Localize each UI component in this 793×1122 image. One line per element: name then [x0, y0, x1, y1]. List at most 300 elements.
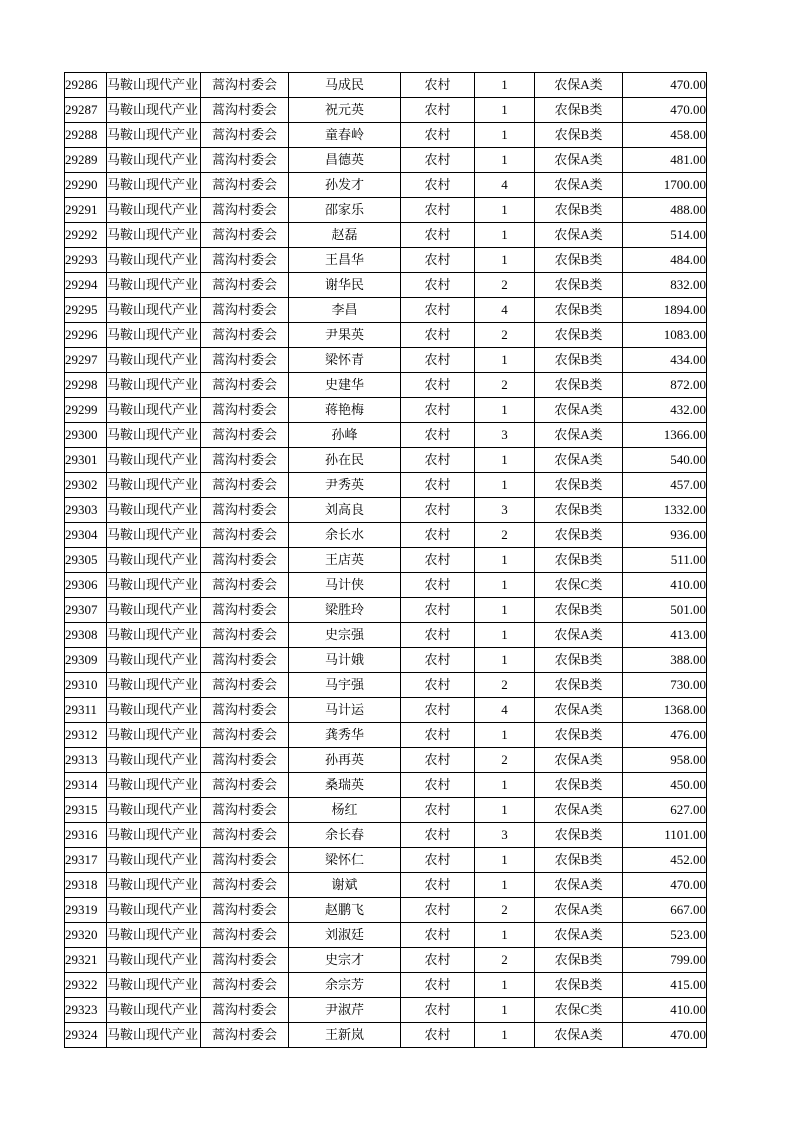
cell-type: 农村: [401, 948, 475, 973]
cell-village: 蒿沟村委会: [201, 1023, 289, 1048]
cell-org: 马鞍山现代产业: [107, 798, 201, 823]
cell-name: 尹果英: [289, 323, 401, 348]
cell-name: 史宗强: [289, 623, 401, 648]
cell-name: 梁胜玲: [289, 598, 401, 623]
cell-id: 29313: [65, 748, 107, 773]
cell-id: 29306: [65, 573, 107, 598]
cell-type: 农村: [401, 373, 475, 398]
cell-village: 蒿沟村委会: [201, 223, 289, 248]
table-row: [65, 523, 707, 548]
cell-id: 29291: [65, 198, 107, 223]
cell-count: 3: [475, 498, 535, 523]
cell-amount: 484.00: [623, 248, 707, 273]
cell-amount: 410.00: [623, 573, 707, 598]
cell-type: 农村: [401, 623, 475, 648]
cell-type: 农村: [401, 73, 475, 98]
cell-org: 马鞍山现代产业: [107, 723, 201, 748]
table-row: [65, 473, 707, 498]
cell-id: 29302: [65, 473, 107, 498]
cell-id: 29312: [65, 723, 107, 748]
cell-count: 2: [475, 373, 535, 398]
cell-org: 马鞍山现代产业: [107, 973, 201, 998]
table-row: [65, 998, 707, 1023]
cell-count: 1: [475, 248, 535, 273]
table-row: [65, 848, 707, 873]
cell-count: 1: [475, 448, 535, 473]
cell-amount: 450.00: [623, 773, 707, 798]
table-row: [65, 273, 707, 298]
cell-name: 桑瑞英: [289, 773, 401, 798]
cell-name: 梁怀仁: [289, 848, 401, 873]
cell-amount: 388.00: [623, 648, 707, 673]
cell-village: 蒿沟村委会: [201, 423, 289, 448]
cell-name: 童春岭: [289, 123, 401, 148]
cell-org: 马鞍山现代产业: [107, 248, 201, 273]
table-row: [65, 348, 707, 373]
cell-village: 蒿沟村委会: [201, 548, 289, 573]
cell-type: 农村: [401, 723, 475, 748]
cell-type: 农村: [401, 298, 475, 323]
cell-amount: 470.00: [623, 73, 707, 98]
table-row: [65, 773, 707, 798]
table-row: [65, 698, 707, 723]
cell-name: 孙在民: [289, 448, 401, 473]
cell-id: 29298: [65, 373, 107, 398]
cell-name: 王昌华: [289, 248, 401, 273]
cell-village: 蒿沟村委会: [201, 773, 289, 798]
cell-category: 农保A类: [535, 623, 623, 648]
cell-id: 29286: [65, 73, 107, 98]
cell-org: 马鞍山现代产业: [107, 623, 201, 648]
cell-count: 1: [475, 623, 535, 648]
cell-count: 2: [475, 673, 535, 698]
cell-name: 赵磊: [289, 223, 401, 248]
cell-name: 余长水: [289, 523, 401, 548]
cell-org: 马鞍山现代产业: [107, 848, 201, 873]
cell-name: 王店英: [289, 548, 401, 573]
cell-name: 孙峰: [289, 423, 401, 448]
cell-amount: 523.00: [623, 923, 707, 948]
cell-type: 农村: [401, 748, 475, 773]
cell-id: 29305: [65, 548, 107, 573]
cell-type: 农村: [401, 148, 475, 173]
cell-amount: 476.00: [623, 723, 707, 748]
cell-count: 1: [475, 998, 535, 1023]
table-row: [65, 823, 707, 848]
cell-village: 蒿沟村委会: [201, 498, 289, 523]
cell-type: 农村: [401, 223, 475, 248]
cell-type: 农村: [401, 498, 475, 523]
cell-amount: 730.00: [623, 673, 707, 698]
cell-type: 农村: [401, 573, 475, 598]
cell-name: 龚秀华: [289, 723, 401, 748]
cell-org: 马鞍山现代产业: [107, 648, 201, 673]
cell-id: 29322: [65, 973, 107, 998]
cell-category: 农保B类: [535, 973, 623, 998]
cell-category: 农保A类: [535, 898, 623, 923]
cell-category: 农保C类: [535, 998, 623, 1023]
cell-org: 马鞍山现代产业: [107, 373, 201, 398]
cell-id: 29323: [65, 998, 107, 1023]
cell-village: 蒿沟村委会: [201, 448, 289, 473]
table-row: [65, 398, 707, 423]
cell-type: 农村: [401, 198, 475, 223]
cell-org: 马鞍山现代产业: [107, 998, 201, 1023]
cell-org: 马鞍山现代产业: [107, 1023, 201, 1048]
cell-village: 蒿沟村委会: [201, 323, 289, 348]
cell-name: 马计运: [289, 698, 401, 723]
cell-id: 29293: [65, 248, 107, 273]
table-row: [65, 173, 707, 198]
cell-amount: 452.00: [623, 848, 707, 873]
cell-org: 马鞍山现代产业: [107, 348, 201, 373]
cell-category: 农保B类: [535, 823, 623, 848]
cell-type: 农村: [401, 598, 475, 623]
cell-name: 邵家乐: [289, 198, 401, 223]
cell-name: 梁怀青: [289, 348, 401, 373]
cell-org: 马鞍山现代产业: [107, 748, 201, 773]
table-row: [65, 598, 707, 623]
table-row: [65, 898, 707, 923]
cell-org: 马鞍山现代产业: [107, 323, 201, 348]
table-row: [65, 148, 707, 173]
cell-type: 农村: [401, 848, 475, 873]
cell-org: 马鞍山现代产业: [107, 698, 201, 723]
cell-org: 马鞍山现代产业: [107, 598, 201, 623]
cell-count: 4: [475, 173, 535, 198]
cell-id: 29304: [65, 523, 107, 548]
cell-org: 马鞍山现代产业: [107, 398, 201, 423]
cell-category: 农保A类: [535, 73, 623, 98]
cell-org: 马鞍山现代产业: [107, 223, 201, 248]
table-row: [65, 548, 707, 573]
cell-id: 29311: [65, 698, 107, 723]
cell-type: 农村: [401, 673, 475, 698]
cell-amount: 470.00: [623, 98, 707, 123]
cell-category: 农保B类: [535, 473, 623, 498]
cell-count: 1: [475, 73, 535, 98]
cell-count: 2: [475, 323, 535, 348]
cell-id: 29317: [65, 848, 107, 873]
cell-category: 农保B类: [535, 598, 623, 623]
cell-count: 1: [475, 648, 535, 673]
cell-amount: 936.00: [623, 523, 707, 548]
cell-count: 2: [475, 898, 535, 923]
cell-village: 蒿沟村委会: [201, 148, 289, 173]
table-row: [65, 923, 707, 948]
cell-amount: 1332.00: [623, 498, 707, 523]
cell-category: 农保B类: [535, 98, 623, 123]
table-row: [65, 623, 707, 648]
table-row: [65, 873, 707, 898]
cell-amount: 1101.00: [623, 823, 707, 848]
cell-count: 1: [475, 398, 535, 423]
cell-name: 马成民: [289, 73, 401, 98]
cell-amount: 540.00: [623, 448, 707, 473]
cell-village: 蒿沟村委会: [201, 648, 289, 673]
cell-village: 蒿沟村委会: [201, 523, 289, 548]
cell-amount: 627.00: [623, 798, 707, 823]
cell-amount: 415.00: [623, 973, 707, 998]
cell-count: 1: [475, 798, 535, 823]
cell-name: 孙发才: [289, 173, 401, 198]
cell-category: 农保A类: [535, 798, 623, 823]
cell-org: 马鞍山现代产业: [107, 948, 201, 973]
cell-type: 农村: [401, 173, 475, 198]
cell-type: 农村: [401, 248, 475, 273]
cell-amount: 958.00: [623, 748, 707, 773]
cell-village: 蒿沟村委会: [201, 198, 289, 223]
cell-category: 农保B类: [535, 198, 623, 223]
cell-org: 马鞍山现代产业: [107, 148, 201, 173]
cell-type: 农村: [401, 698, 475, 723]
cell-category: 农保C类: [535, 573, 623, 598]
cell-type: 农村: [401, 898, 475, 923]
cell-village: 蒿沟村委会: [201, 298, 289, 323]
cell-category: 农保A类: [535, 398, 623, 423]
table-row: [65, 723, 707, 748]
cell-amount: 1368.00: [623, 698, 707, 723]
cell-type: 农村: [401, 923, 475, 948]
cell-id: 29297: [65, 348, 107, 373]
cell-amount: 501.00: [623, 598, 707, 623]
cell-amount: 872.00: [623, 373, 707, 398]
cell-org: 马鞍山现代产业: [107, 448, 201, 473]
cell-village: 蒿沟村委会: [201, 98, 289, 123]
cell-village: 蒿沟村委会: [201, 873, 289, 898]
cell-name: 杨红: [289, 798, 401, 823]
cell-village: 蒿沟村委会: [201, 123, 289, 148]
cell-amount: 514.00: [623, 223, 707, 248]
cell-count: 1: [475, 598, 535, 623]
cell-type: 农村: [401, 873, 475, 898]
cell-village: 蒿沟村委会: [201, 273, 289, 298]
cell-type: 农村: [401, 798, 475, 823]
cell-type: 农村: [401, 98, 475, 123]
cell-category: 农保B类: [535, 498, 623, 523]
cell-org: 马鞍山现代产业: [107, 773, 201, 798]
cell-count: 1: [475, 848, 535, 873]
cell-type: 农村: [401, 773, 475, 798]
cell-category: 农保B类: [535, 773, 623, 798]
cell-category: 农保B类: [535, 248, 623, 273]
cell-count: 1: [475, 123, 535, 148]
table-row: [65, 373, 707, 398]
cell-org: 马鞍山现代产业: [107, 873, 201, 898]
cell-category: 农保A类: [535, 698, 623, 723]
table-row: [65, 448, 707, 473]
cell-id: 29309: [65, 648, 107, 673]
cell-type: 农村: [401, 398, 475, 423]
cell-name: 李昌: [289, 298, 401, 323]
cell-amount: 458.00: [623, 123, 707, 148]
cell-org: 马鞍山现代产业: [107, 473, 201, 498]
table-row: [65, 648, 707, 673]
cell-amount: 667.00: [623, 898, 707, 923]
cell-name: 马计娥: [289, 648, 401, 673]
cell-category: 农保B类: [535, 373, 623, 398]
cell-name: 昌德英: [289, 148, 401, 173]
cell-village: 蒿沟村委会: [201, 823, 289, 848]
cell-type: 农村: [401, 123, 475, 148]
cell-count: 2: [475, 523, 535, 548]
cell-village: 蒿沟村委会: [201, 473, 289, 498]
cell-name: 马宇强: [289, 673, 401, 698]
cell-count: 1: [475, 573, 535, 598]
cell-name: 蒋艳梅: [289, 398, 401, 423]
cell-id: 29294: [65, 273, 107, 298]
cell-name: 刘高良: [289, 498, 401, 523]
cell-amount: 832.00: [623, 273, 707, 298]
cell-type: 农村: [401, 998, 475, 1023]
table-row: [65, 423, 707, 448]
cell-type: 农村: [401, 1023, 475, 1048]
cell-count: 1: [475, 723, 535, 748]
cell-type: 农村: [401, 473, 475, 498]
cell-category: 农保A类: [535, 1023, 623, 1048]
cell-amount: 1894.00: [623, 298, 707, 323]
cell-village: 蒿沟村委会: [201, 598, 289, 623]
cell-type: 农村: [401, 423, 475, 448]
cell-category: 农保B类: [535, 523, 623, 548]
table-row: [65, 98, 707, 123]
cell-amount: 413.00: [623, 623, 707, 648]
cell-village: 蒿沟村委会: [201, 998, 289, 1023]
cell-type: 农村: [401, 273, 475, 298]
cell-id: 29308: [65, 623, 107, 648]
cell-name: 孙再英: [289, 748, 401, 773]
cell-amount: 470.00: [623, 873, 707, 898]
cell-id: 29303: [65, 498, 107, 523]
cell-id: 29290: [65, 173, 107, 198]
cell-count: 1: [475, 873, 535, 898]
table-row: [65, 948, 707, 973]
cell-category: 农保B类: [535, 323, 623, 348]
table-row: [65, 798, 707, 823]
table-row: [65, 123, 707, 148]
cell-count: 1: [475, 223, 535, 248]
cell-count: 1: [475, 773, 535, 798]
cell-village: 蒿沟村委会: [201, 73, 289, 98]
table-row: [65, 323, 707, 348]
cell-id: 29287: [65, 98, 107, 123]
cell-village: 蒿沟村委会: [201, 248, 289, 273]
cell-org: 马鞍山现代产业: [107, 198, 201, 223]
cell-name: 马计侠: [289, 573, 401, 598]
table-row: [65, 673, 707, 698]
cell-count: 4: [475, 698, 535, 723]
cell-org: 马鞍山现代产业: [107, 73, 201, 98]
cell-category: 农保A类: [535, 448, 623, 473]
cell-name: 史宗才: [289, 948, 401, 973]
cell-category: 农保A类: [535, 173, 623, 198]
cell-org: 马鞍山现代产业: [107, 923, 201, 948]
cell-id: 29300: [65, 423, 107, 448]
cell-count: 1: [475, 348, 535, 373]
cell-amount: 1366.00: [623, 423, 707, 448]
cell-org: 马鞍山现代产业: [107, 898, 201, 923]
cell-name: 尹秀英: [289, 473, 401, 498]
cell-count: 1: [475, 548, 535, 573]
cell-village: 蒿沟村委会: [201, 923, 289, 948]
cell-amount: 481.00: [623, 148, 707, 173]
cell-category: 农保A类: [535, 873, 623, 898]
cell-id: 29318: [65, 873, 107, 898]
cell-count: 4: [475, 298, 535, 323]
cell-org: 马鞍山现代产业: [107, 98, 201, 123]
cell-id: 29321: [65, 948, 107, 973]
cell-id: 29320: [65, 923, 107, 948]
cell-type: 农村: [401, 823, 475, 848]
cell-count: 1: [475, 1023, 535, 1048]
table-row: [65, 298, 707, 323]
cell-id: 29310: [65, 673, 107, 698]
cell-category: 农保A类: [535, 748, 623, 773]
cell-count: 2: [475, 748, 535, 773]
cell-id: 29296: [65, 323, 107, 348]
cell-village: 蒿沟村委会: [201, 673, 289, 698]
cell-amount: 511.00: [623, 548, 707, 573]
cell-category: 农保B类: [535, 298, 623, 323]
cell-village: 蒿沟村委会: [201, 723, 289, 748]
cell-village: 蒿沟村委会: [201, 623, 289, 648]
cell-category: 农保A类: [535, 223, 623, 248]
cell-name: 祝元英: [289, 98, 401, 123]
cell-count: 1: [475, 98, 535, 123]
table-body: [65, 73, 707, 1048]
cell-name: 谢华民: [289, 273, 401, 298]
cell-org: 马鞍山现代产业: [107, 523, 201, 548]
cell-org: 马鞍山现代产业: [107, 298, 201, 323]
cell-id: 29316: [65, 823, 107, 848]
cell-id: 29314: [65, 773, 107, 798]
cell-category: 农保B类: [535, 548, 623, 573]
cell-village: 蒿沟村委会: [201, 398, 289, 423]
cell-count: 1: [475, 473, 535, 498]
cell-name: 余长春: [289, 823, 401, 848]
cell-category: 农保B类: [535, 673, 623, 698]
cell-category: 农保A类: [535, 923, 623, 948]
cell-amount: 799.00: [623, 948, 707, 973]
cell-village: 蒿沟村委会: [201, 173, 289, 198]
table-row: [65, 223, 707, 248]
cell-id: 29307: [65, 598, 107, 623]
cell-count: 1: [475, 148, 535, 173]
cell-id: 29295: [65, 298, 107, 323]
cell-village: 蒿沟村委会: [201, 373, 289, 398]
cell-name: 尹淑芹: [289, 998, 401, 1023]
cell-id: 29289: [65, 148, 107, 173]
cell-amount: 432.00: [623, 398, 707, 423]
payment-table: [64, 72, 707, 1048]
cell-org: 马鞍山现代产业: [107, 498, 201, 523]
cell-count: 3: [475, 823, 535, 848]
cell-count: 3: [475, 423, 535, 448]
cell-category: 农保B类: [535, 648, 623, 673]
cell-org: 马鞍山现代产业: [107, 123, 201, 148]
cell-amount: 488.00: [623, 198, 707, 223]
cell-name: 王新岚: [289, 1023, 401, 1048]
cell-org: 马鞍山现代产业: [107, 573, 201, 598]
cell-org: 马鞍山现代产业: [107, 173, 201, 198]
cell-type: 农村: [401, 648, 475, 673]
cell-amount: 1083.00: [623, 323, 707, 348]
cell-category: 农保B类: [535, 273, 623, 298]
cell-id: 29315: [65, 798, 107, 823]
table-row: [65, 748, 707, 773]
cell-category: 农保A类: [535, 148, 623, 173]
cell-type: 农村: [401, 548, 475, 573]
